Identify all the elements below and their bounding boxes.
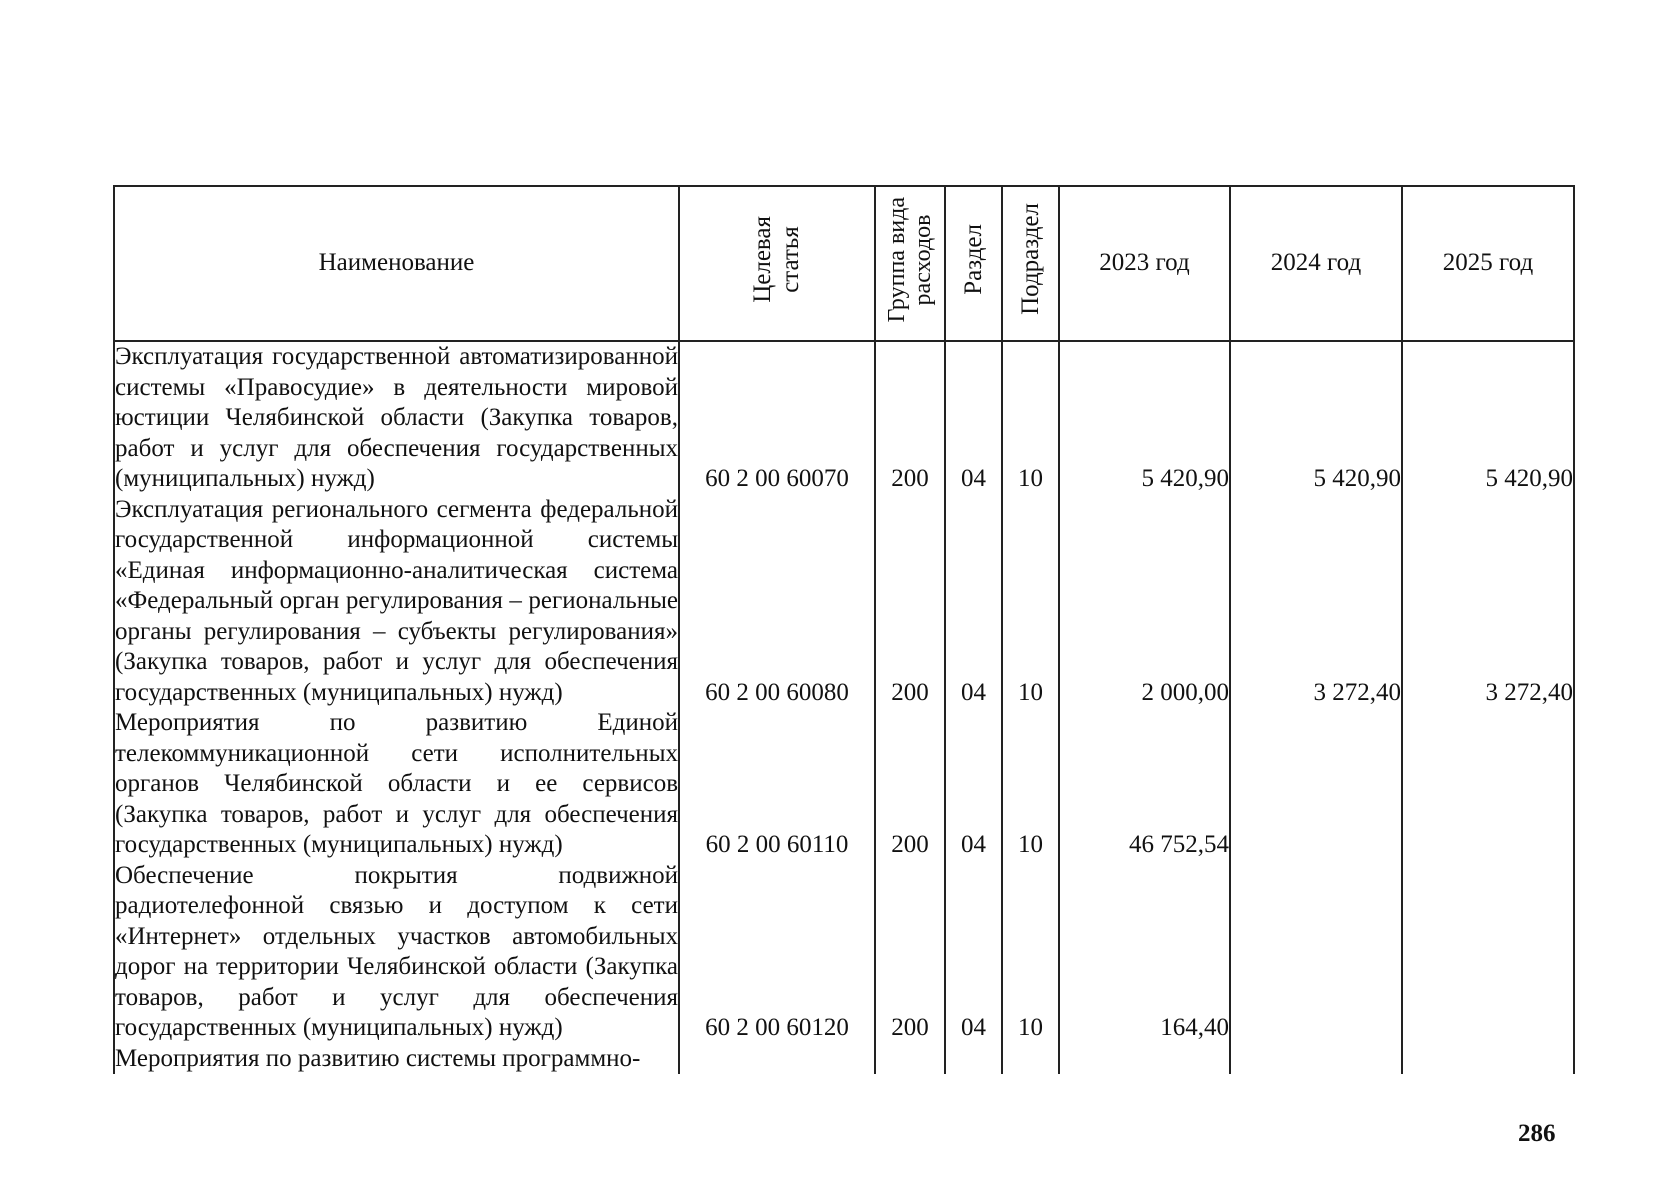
row-value-2023	[1059, 1044, 1230, 1075]
header-target-article: Целевая статья	[679, 186, 875, 341]
table-row	[114, 495, 1574, 709]
row-subsection: 10	[1002, 495, 1059, 709]
budget-table	[113, 185, 1575, 1074]
row-section: 04	[945, 861, 1002, 1044]
row-section: 04	[945, 495, 1002, 709]
row-value-2025: 5 420,90	[1402, 341, 1574, 495]
row-value-2023: 164,40	[1059, 861, 1230, 1044]
row-value-2025: 3 272,40	[1402, 495, 1574, 709]
row-target-article: 60 2 00 60070	[679, 341, 875, 495]
row-expense-group: 200	[875, 708, 945, 861]
row-value-2025	[1402, 861, 1574, 1044]
row-value-2024: 3 272,40	[1230, 495, 1402, 709]
row-name: Эксплуатация государственной автоматизированной системы «Правосудие» в деятельности мировой юстиции Челябинской области (Закупка товаров, работ и услуг для обеспечения государственных (муниципальных) нужд)	[114, 341, 679, 495]
row-value-2023: 46 752,54	[1059, 708, 1230, 861]
table-row	[114, 341, 1574, 495]
row-section: 04	[945, 341, 1002, 495]
row-value-2025	[1402, 1044, 1574, 1075]
row-target-article: 60 2 00 60110	[679, 708, 875, 861]
row-value-2024	[1230, 708, 1402, 861]
header-section: Раздел	[945, 186, 1002, 341]
row-expense-group	[875, 1044, 945, 1075]
row-subsection: 10	[1002, 341, 1059, 495]
row-subsection: 10	[1002, 708, 1059, 861]
row-subsection: 10	[1002, 861, 1059, 1044]
page-number: 286	[1518, 1120, 1556, 1147]
row-value-2024	[1230, 861, 1402, 1044]
header-expense-group: Группа вида расходов	[875, 186, 945, 341]
header-2023: 2023 год	[1059, 186, 1230, 341]
header-subsection: Подраздел	[1002, 186, 1059, 341]
row-target-article: 60 2 00 60120	[679, 861, 875, 1044]
row-section	[945, 1044, 1002, 1075]
row-name: Эксплуатация регионального сегмента федеральной государственной информационной системы «Единая информационно-аналитическая система «Федеральный орган регулирования – региональные органы регулирования – субъекты регулирования» (Закупка товаров, работ и услуг для обеспечения государственных (муниципальных) нужд)	[114, 495, 679, 709]
row-value-2023: 2 000,00	[1059, 495, 1230, 709]
header-2024: 2024 год	[1230, 186, 1402, 341]
row-expense-group: 200	[875, 341, 945, 495]
table-row	[114, 708, 1574, 861]
row-value-2025	[1402, 708, 1574, 861]
row-name: Мероприятия по развитию Единой телекоммуникационной сети исполнительных органов Челябинской области и ее сервисов (Закупка товаров, работ и услуг для обеспечения государственных (муниципальных) нужд)	[114, 708, 679, 861]
row-section: 04	[945, 708, 1002, 861]
row-name: Обеспечение покрытия подвижной радиотелефонной связью и доступом к сети «Интернет» отдельных участков автомобильных дорог на территории Челябинской области (Закупка товаров, работ и услуг для обеспечения государственных (муниципальных) нужд)	[114, 861, 679, 1044]
header-name: Наименование	[114, 186, 679, 341]
table-row	[114, 1044, 1574, 1075]
table-row	[114, 861, 1574, 1044]
row-subsection	[1002, 1044, 1059, 1075]
row-expense-group: 200	[875, 495, 945, 709]
row-target-article: 60 2 00 60080	[679, 495, 875, 709]
row-value-2024: 5 420,90	[1230, 341, 1402, 495]
row-target-article	[679, 1044, 875, 1075]
header-2025: 2025 год	[1402, 186, 1574, 341]
row-value-2023: 5 420,90	[1059, 341, 1230, 495]
row-expense-group: 200	[875, 861, 945, 1044]
row-value-2024	[1230, 1044, 1402, 1075]
row-name: Мероприятия по развитию системы программно-	[114, 1044, 679, 1075]
table-header-row	[114, 186, 1574, 341]
